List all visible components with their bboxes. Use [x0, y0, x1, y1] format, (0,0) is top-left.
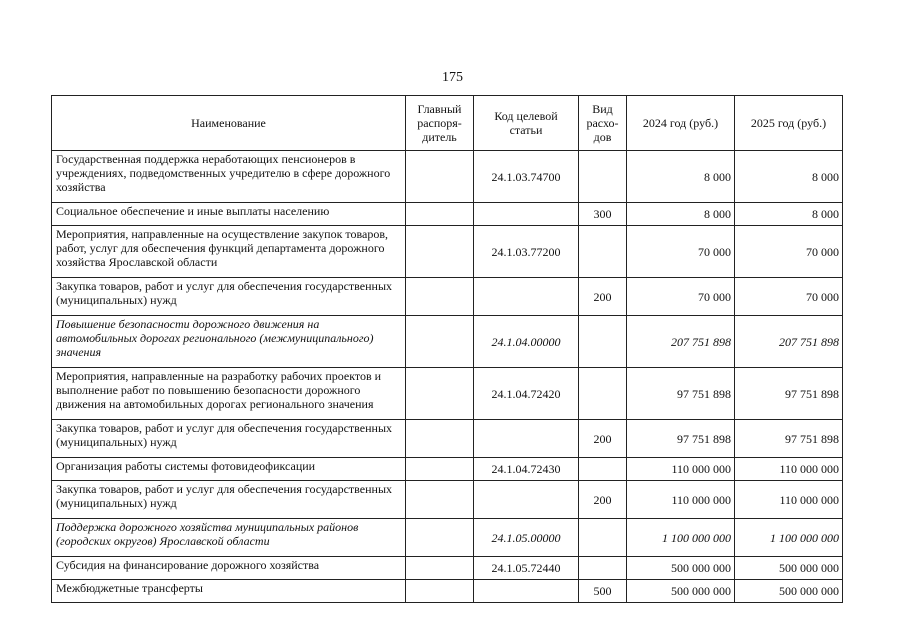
cell-name: Государственная поддержка неработающих пенсионеров в учреждениях, подведомственных учредителю в сфере дорожного хозяйства [52, 151, 406, 203]
cell-year-2025: 97 751 898 [735, 368, 843, 420]
header-expense-type: Вид расхо-дов [579, 96, 627, 151]
cell-year-2025: 110 000 000 [735, 458, 843, 481]
cell-name: Мероприятия, направленные на осуществление закупок товаров, работ, услуг для обеспечения функций департамента дорожного хозяйства Ярославской области [52, 226, 406, 278]
cell-year-2025: 8 000 [735, 151, 843, 203]
cell-name: Социальное обеспечение и иные выплаты населению [52, 203, 406, 226]
cell-main-manager [406, 368, 474, 420]
cell-year-2024: 97 751 898 [627, 420, 735, 458]
table-row [52, 316, 843, 368]
cell-year-2025: 1 100 000 000 [735, 519, 843, 557]
cell-name: Закупка товаров, работ и услуг для обеспечения государственных (муниципальных) нужд [52, 420, 406, 458]
cell-year-2024: 70 000 [627, 278, 735, 316]
cell-year-2025: 97 751 898 [735, 420, 843, 458]
cell-year-2024: 500 000 000 [627, 557, 735, 580]
cell-target-code: 24.1.03.77200 [474, 226, 579, 278]
cell-target-code: 24.1.04.72430 [474, 458, 579, 481]
header-target-code: Код целевой статьи [474, 96, 579, 151]
cell-name: Закупка товаров, работ и услуг для обеспечения государственных (муниципальных) нужд [52, 481, 406, 519]
cell-main-manager [406, 316, 474, 368]
cell-target-code: 24.1.05.00000 [474, 519, 579, 557]
cell-year-2024: 207 751 898 [627, 316, 735, 368]
cell-main-manager [406, 519, 474, 557]
cell-name: Субсидия на финансирование дорожного хозяйства [52, 557, 406, 580]
cell-target-code [474, 420, 579, 458]
cell-year-2025: 70 000 [735, 278, 843, 316]
cell-main-manager [406, 203, 474, 226]
cell-year-2025: 8 000 [735, 203, 843, 226]
cell-target-code [474, 278, 579, 316]
cell-main-manager [406, 226, 474, 278]
cell-year-2025: 110 000 000 [735, 481, 843, 519]
cell-name: Межбюджетные трансферты [52, 580, 406, 603]
cell-main-manager [406, 557, 474, 580]
table-row [52, 420, 843, 458]
cell-year-2025: 500 000 000 [735, 580, 843, 603]
cell-expense-type [579, 458, 627, 481]
cell-target-code: 24.1.03.74700 [474, 151, 579, 203]
cell-expense-type: 500 [579, 580, 627, 603]
table-row [52, 278, 843, 316]
table-body [52, 151, 843, 603]
cell-expense-type [579, 226, 627, 278]
cell-year-2025: 207 751 898 [735, 316, 843, 368]
cell-expense-type: 300 [579, 203, 627, 226]
cell-expense-type [579, 151, 627, 203]
cell-expense-type: 200 [579, 278, 627, 316]
cell-year-2024: 97 751 898 [627, 368, 735, 420]
budget-table [51, 95, 843, 603]
header-year-2025: 2025 год (руб.) [735, 96, 843, 151]
cell-main-manager [406, 151, 474, 203]
cell-target-code [474, 580, 579, 603]
cell-year-2025: 500 000 000 [735, 557, 843, 580]
cell-main-manager [406, 278, 474, 316]
cell-year-2024: 1 100 000 000 [627, 519, 735, 557]
cell-name: Организация работы системы фотовидеофиксации [52, 458, 406, 481]
cell-year-2024: 8 000 [627, 203, 735, 226]
table-row [52, 368, 843, 420]
table-row [52, 519, 843, 557]
table-row [52, 557, 843, 580]
cell-expense-type: 200 [579, 420, 627, 458]
cell-main-manager [406, 458, 474, 481]
header-name: Наименование [52, 96, 406, 151]
header-main-manager: Главный распоря-дитель [406, 96, 474, 151]
cell-year-2024: 110 000 000 [627, 481, 735, 519]
cell-year-2024: 110 000 000 [627, 458, 735, 481]
cell-main-manager [406, 580, 474, 603]
cell-expense-type: 200 [579, 481, 627, 519]
cell-year-2025: 70 000 [735, 226, 843, 278]
cell-expense-type [579, 557, 627, 580]
table-row [52, 481, 843, 519]
cell-main-manager [406, 481, 474, 519]
table-row [52, 458, 843, 481]
cell-target-code: 24.1.04.00000 [474, 316, 579, 368]
table-row [52, 580, 843, 603]
cell-year-2024: 8 000 [627, 151, 735, 203]
cell-name: Поддержка дорожного хозяйства муниципальных районов (городских округов) Ярославской области [52, 519, 406, 557]
cell-name: Мероприятия, направленные на разработку рабочих проектов и выполнение работ по повышению безопасности дорожного движения на автомобильных дорогах регионального значения [52, 368, 406, 420]
cell-expense-type [579, 316, 627, 368]
cell-target-code [474, 203, 579, 226]
table-row [52, 203, 843, 226]
cell-main-manager [406, 420, 474, 458]
page-number: 175 [442, 70, 463, 85]
cell-year-2024: 500 000 000 [627, 580, 735, 603]
cell-target-code: 24.1.05.72440 [474, 557, 579, 580]
cell-name: Закупка товаров, работ и услуг для обеспечения государственных (муниципальных) нужд [52, 278, 406, 316]
cell-target-code [474, 481, 579, 519]
table-row [52, 151, 843, 203]
table-header-row [52, 96, 843, 151]
header-year-2024: 2024 год (руб.) [627, 96, 735, 151]
cell-expense-type [579, 368, 627, 420]
cell-name: Повышение безопасности дорожного движения на автомобильных дорогах регионального (межмуниципального) значения [52, 316, 406, 368]
cell-target-code: 24.1.04.72420 [474, 368, 579, 420]
table-row [52, 226, 843, 278]
cell-year-2024: 70 000 [627, 226, 735, 278]
cell-expense-type [579, 519, 627, 557]
